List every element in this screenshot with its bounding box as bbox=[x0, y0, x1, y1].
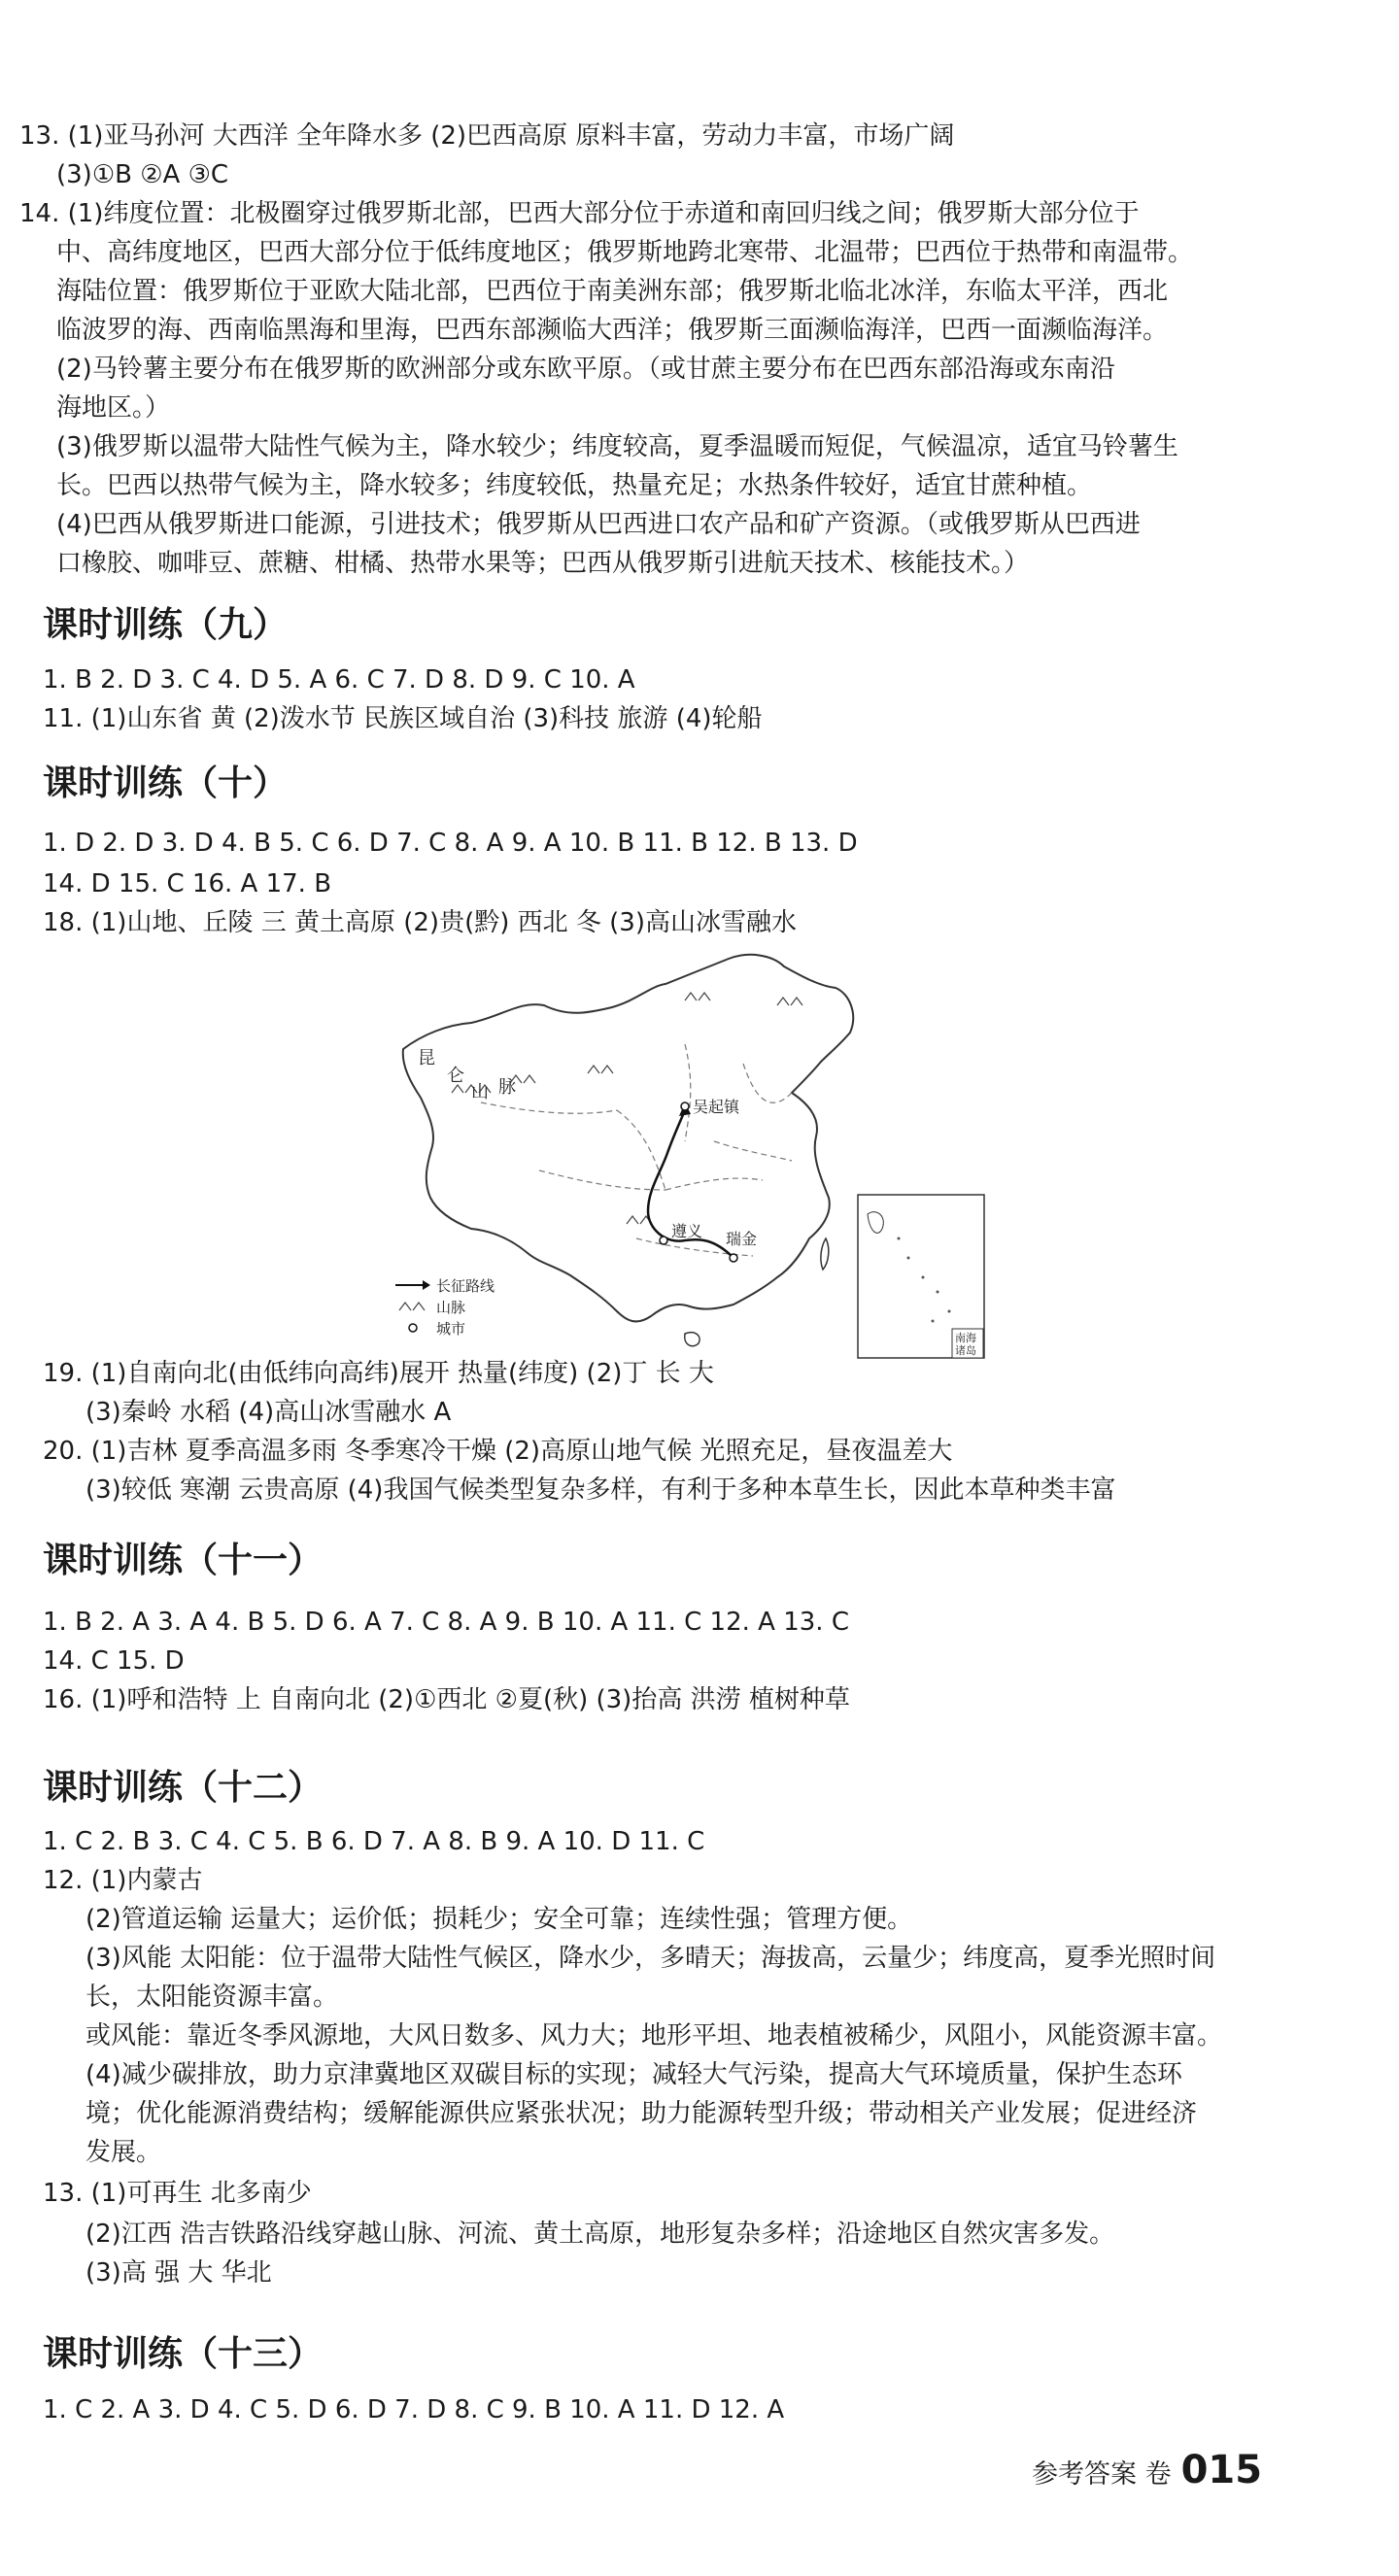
page-footer bbox=[1032, 2448, 1262, 2492]
q13-line-1: 13. (1)亚马孙河 大西洋 全年降水多 (2)巴西高原 原料丰富，劳动力丰富，市场广阔 bbox=[19, 121, 955, 151]
label-kunlun-4: 脉 bbox=[498, 1077, 516, 1097]
inset-label-1: 南海 bbox=[955, 1333, 976, 1344]
legend-city-label: 城市 bbox=[436, 1321, 466, 1338]
q14-line-4: 临波罗的海、西南临黑海和里海，巴西东部濒临大西洋；俄罗斯三面濒临海洋，巴西一面濒临海洋。 bbox=[56, 316, 1169, 345]
s10-line-19a: 19. (1)自南向北(由低纬向高纬)展开 热量(纬度) (2)丁 长 大 bbox=[43, 1359, 714, 1388]
s10-line-20b: (3)较低 寒潮 云贵高原 (4)我国气候类型复杂多样，有利于多种本草生长，因此本草种类丰富 bbox=[85, 1475, 1116, 1505]
q14-line-2: 中、高纬度地区，巴西大部分位于低纬度地区；俄罗斯地跨北寒带、北温带；巴西位于热带和南温带。 bbox=[56, 238, 1194, 267]
s9-line-1: 1. B 2. D 3. C 4. D 5. A 6. C 7. D 8. D 9. C 10. A bbox=[43, 665, 635, 695]
q13-line-2: (3)①B ②A ③C bbox=[56, 160, 229, 189]
section-title-9: 课时训练（九） bbox=[43, 605, 289, 645]
q14-line-9: (4)巴西从俄罗斯进口能源，引进技术；俄罗斯从巴西进口农产品和矿产资源。（或俄罗斯从巴西进 bbox=[56, 510, 1141, 539]
legend-mountain-label: 山脉 bbox=[436, 1300, 466, 1316]
s12-line-9: 发展。 bbox=[85, 2138, 162, 2167]
section-title-11: 课时训练（十一） bbox=[43, 1541, 324, 1580]
section-title-13: 课时训练（十三） bbox=[43, 2334, 324, 2374]
section-title-10: 课时训练（十） bbox=[43, 763, 289, 803]
china-outline bbox=[403, 955, 853, 1322]
china-long-march-map bbox=[393, 947, 994, 1365]
s9-line-2: 11. (1)山东省 黄 (2)泼水节 民族区域自治 (3)科技 旅游 (4)轮船 bbox=[43, 704, 763, 733]
q14-line-7: (3)俄罗斯以温带大陆性气候为主，降水较少；纬度较高，夏季温暖而短促，气候温凉，适宜马铃薯生 bbox=[56, 432, 1178, 461]
s11-line-2: 14. C 15. D bbox=[43, 1646, 185, 1676]
s13-line-1: 1. C 2. A 3. D 4. C 5. D 6. D 7. D 8. C 9. B 10. A 11. D 12. A bbox=[43, 2395, 785, 2424]
q14-line-8: 长。巴西以热带气候为主，降水较多；纬度较低，热量充足；水热条件较好，适宜甘蔗种植。 bbox=[56, 471, 1093, 500]
s12-line-2: 12. (1)内蒙古 bbox=[43, 1866, 203, 1895]
q14-line-5: (2)马铃薯主要分布在俄罗斯的欧洲部分或东欧平原。（或甘蔗主要分布在巴西东部沿海或东南沿 bbox=[56, 355, 1115, 384]
q14-line-6: 海地区。） bbox=[56, 393, 171, 423]
s12-line-11: (2)江西 浩吉铁路沿线穿越山脉、河流、黄土高原，地形复杂多样；沿途地区自然灾害多发。 bbox=[85, 2220, 1115, 2249]
page-number: 015 bbox=[1180, 2448, 1263, 2492]
s12-line-1: 1. C 2. B 3. C 4. C 5. B 6. D 7. A 8. B 9. A 10. D 11. C bbox=[43, 1827, 705, 1856]
s12-line-12: (3)高 强 大 华北 bbox=[85, 2258, 272, 2288]
hainan-island bbox=[685, 1333, 700, 1346]
s10-line-1: 1. D 2. D 3. D 4. B 5. C 6. D 7. C 8. A 9. A 10. B 11. B 12. B 13. D bbox=[43, 829, 858, 858]
label-kunlun-2: 仑 bbox=[447, 1066, 464, 1085]
q14-line-3: 海陆位置：俄罗斯位于亚欧大陆北部，巴西位于南美洲东部；俄罗斯北临北冰洋，东临太平洋，西北 bbox=[56, 277, 1169, 306]
s12-line-4: (3)风能 太阳能：位于温带大陆性气候区，降水少，多晴天；海拔高，云量少；纬度高，夏季光照时间 bbox=[85, 1944, 1216, 1973]
label-wuqizhen: 吴起镇 bbox=[693, 1100, 740, 1116]
wuqizhen-city-marker bbox=[681, 1102, 689, 1110]
zunyi-city-marker bbox=[660, 1237, 667, 1244]
q14-line-1: 14. (1)纬度位置：北极圈穿过俄罗斯北部，巴西大部分位于赤道和南回归线之间；俄罗斯大部分位于 bbox=[19, 199, 1140, 228]
label-zunyi: 遵义 bbox=[671, 1224, 703, 1240]
legend-city-symbol bbox=[409, 1324, 417, 1332]
s10-line-20a: 20. (1)吉林 夏季高温多雨 冬季寒冷干燥 (2)高原山地气候 光照充足，昼夜温差大 bbox=[43, 1437, 953, 1466]
map-svg bbox=[393, 947, 994, 1365]
mountain-range-symbols bbox=[452, 993, 802, 1224]
label-kunlun-3: 山 bbox=[471, 1082, 489, 1102]
s10-line-19b: (3)秦岭 水稻 (4)高山冰雪融水 A bbox=[85, 1398, 452, 1427]
s12-line-10: 13. (1)可再生 北多南少 bbox=[43, 2179, 312, 2208]
s12-line-3: (2)管道运输 运量大；运价低；损耗少；安全可靠；连续性强；管理方便。 bbox=[85, 1905, 913, 1934]
section-title-12: 课时训练（十二） bbox=[43, 1768, 324, 1808]
legend-route-arrow bbox=[423, 1280, 430, 1290]
ruijin-city-marker bbox=[730, 1254, 737, 1262]
legend-route-label: 长征路线 bbox=[436, 1278, 495, 1295]
q14-line-10: 口橡胶、咖啡豆、蔗糖、柑橘、热带水果等；巴西从俄罗斯引进航天技术、核能技术。） bbox=[56, 549, 1030, 578]
s11-line-1: 1. B 2. A 3. A 4. B 5. D 6. A 7. C 8. A 9. B 10. A 11. C 12. A 13. C bbox=[43, 1608, 849, 1637]
label-ruijin: 瑞金 bbox=[726, 1232, 758, 1248]
s12-line-7: (4)减少碳排放，助力京津冀地区双碳目标的实现；减轻大气污染，提高大气环境质量，保护生态环 bbox=[85, 2060, 1182, 2089]
s12-line-8: 境；优化能源消费结构；缓解能源供应紧张状况；助力能源转型升级；带动相关产业发展；促进经济 bbox=[85, 2099, 1198, 2128]
province-borders bbox=[481, 1044, 792, 1256]
inset-label-2: 诸岛 bbox=[955, 1345, 976, 1357]
s12-line-6: 或风能：靠近冬季风源地，大风日数多、风力大；地形平坦、地表植被稀少，风阻小，风能资源丰富。 bbox=[85, 2021, 1223, 2051]
s10-line-2: 14. D 15. C 16. A 17. B bbox=[43, 869, 332, 898]
s12-line-5: 长，太阳能资源丰富。 bbox=[85, 1983, 339, 2012]
label-kunlun-1: 昆 bbox=[418, 1048, 435, 1068]
taiwan-island bbox=[821, 1238, 829, 1270]
legend-mountain-symbol bbox=[399, 1303, 425, 1310]
s10-line-3: 18. (1)山地、丘陵 三 黄土高原 (2)贵(黔) 西北 冬 (3)高山冰雪融水 bbox=[43, 908, 797, 937]
s11-line-3: 16. (1)呼和浩特 上 自南向北 (2)①西北 ②夏(秋) (3)抬高 洪涝 植树种草 bbox=[43, 1685, 850, 1714]
footer-label: 参考答案 卷 bbox=[1032, 2459, 1172, 2490]
